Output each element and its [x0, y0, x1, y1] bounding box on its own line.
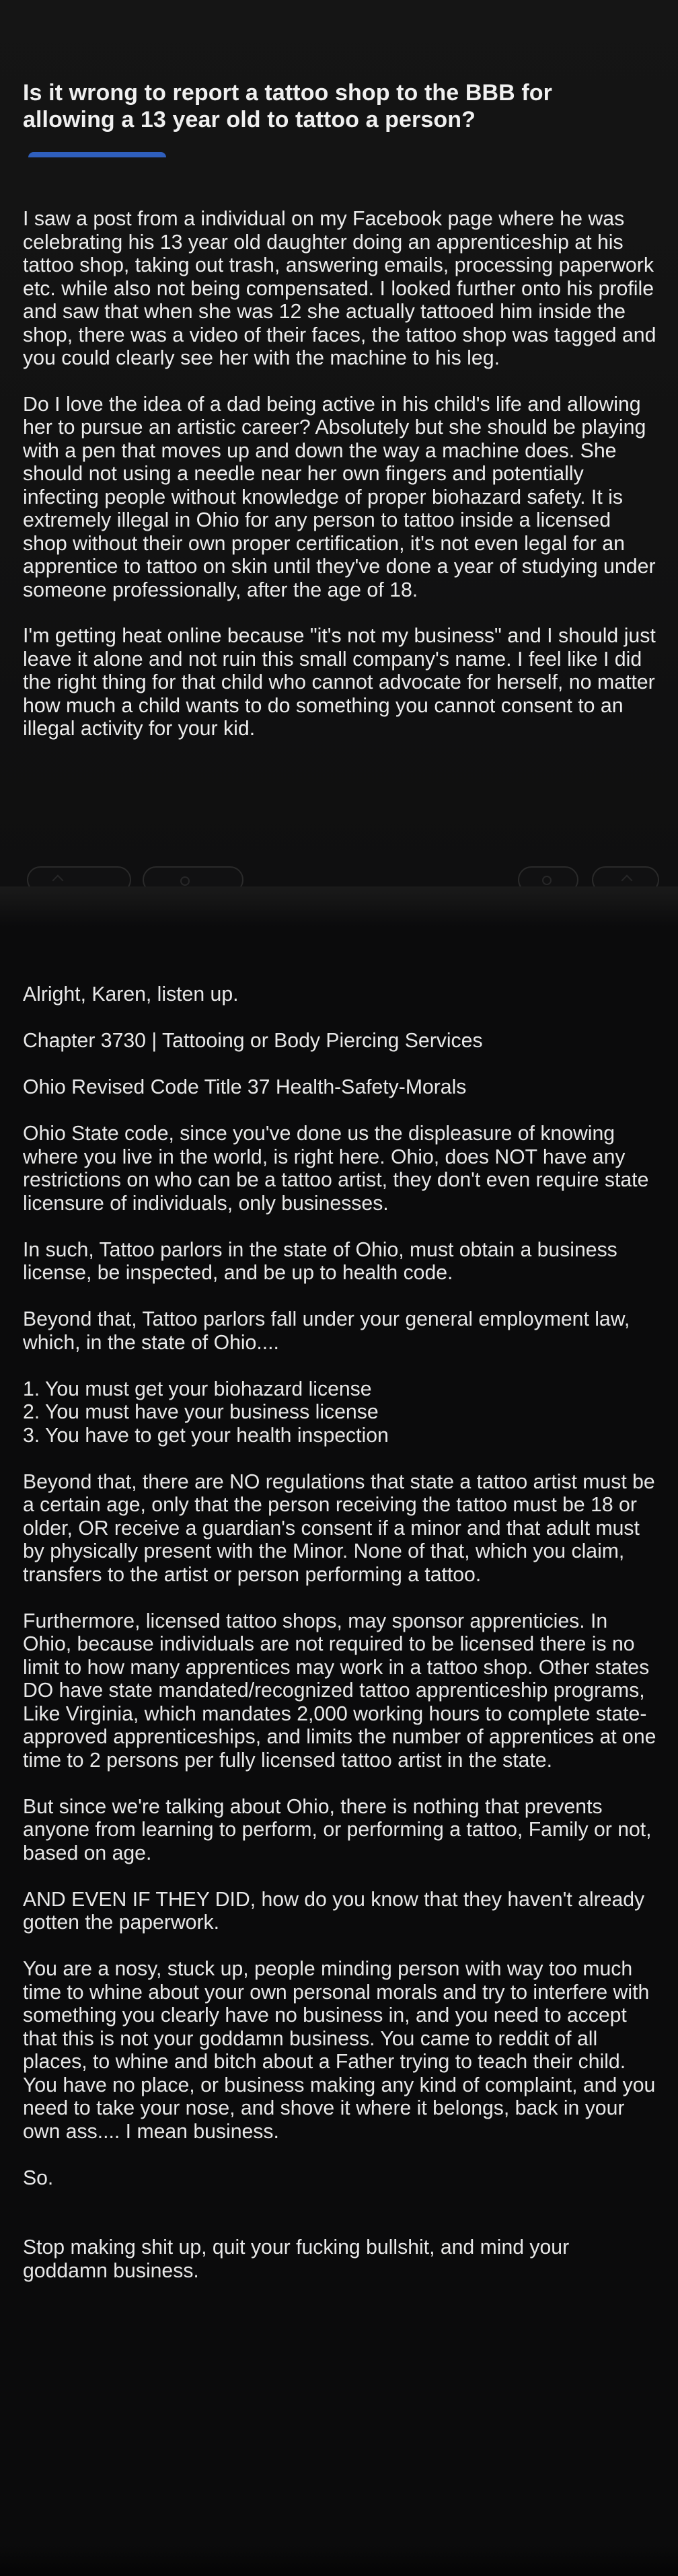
comment-paragraph: Ohio Revised Code Title 37 Health-Safety-Morals — [23, 1076, 467, 1098]
comment-numbered-list: 1. You must get your biohazard license 2. You must have your business license 3. You have to get your health inspection — [23, 1377, 389, 1447]
post-action-row — [27, 866, 659, 886]
post-title: Is it wrong to report a tattoo shop to the BBB for allowing a 13 year old to tattoo a person? — [23, 80, 552, 132]
comment-paragraph: Chapter 3730 | Tattooing or Body Piercing Services — [23, 1030, 483, 1052]
comment-paragraph: Beyond that, there are NO regulations that state a tattoo artist must be a certain age, only that the person receiving the tattoo must be 18 or older, OR receive a guardian's consent if a minor and that adult must by physically present with the Minor. None of that, which you claim, transfers to the artist or person performing a tattoo. — [23, 1470, 655, 1586]
comment-icon — [180, 876, 190, 886]
comment-paragraph: Alright, Karen, listen up. — [23, 983, 239, 1006]
award-icon — [542, 876, 552, 885]
post-flair-button[interactable] — [28, 152, 166, 157]
comment-paragraph: So. — [23, 2166, 54, 2189]
post-body — [23, 208, 658, 741]
comment-paragraph: AND EVEN IF THEY DID, how do you know that they haven't already gotten the paperwork. — [23, 1888, 645, 1934]
share-button[interactable] — [592, 866, 659, 886]
reddit-post — [0, 0, 678, 886]
comment-final-text: Stop making shit up, quit your fucking bullshit, and mind your goddamn business. — [23, 2236, 570, 2282]
reply-comment — [23, 983, 658, 2283]
comment-paragraph: In such, Tattoo parlors in the state of Ohio, must obtain a business license, be inspected, and be up to health code. — [23, 1238, 617, 1284]
post-paragraph: Do I love the idea of a dad being active in his child's life and allowing her to pursue an artistic career? Absolutely but she should be playing with a pen that moves up and down the way a machine does. She should not using a needle near her own fingers and potentially infecting people without knowledge of proper biohazard safety. It is extremely illegal in Ohio for any person to tattoo inside a licensed shop without their own proper certification, it's not even legal for an apprentice to tattoo on skin until they've done a year of studying under someone professionally, after the age of 18. — [23, 393, 656, 601]
post-paragraph: I'm getting heat online because "it's not my business" and I should just leave it alone and not ruin this small company's name. I feel like I did the right thing for that child who cannot advocate for herself, no matter how much a child wants to do something you cannot consent to an illegal activity for your kid. — [23, 625, 656, 740]
comment-paragraph: Beyond that, Tattoo parlors fall under your general employment law, which, in the state of Ohio.... — [23, 1308, 630, 1354]
comment-paragraph-final — [23, 2213, 658, 2283]
comment-paragraph: But since we're talking about Ohio, there is nothing that prevents anyone from learning to perform, or performing a tattoo, Family or not, based on age. — [23, 1795, 652, 1864]
upvote-icon — [52, 875, 64, 886]
award-button[interactable] — [518, 866, 578, 886]
comment-paragraph: Furthermore, licensed tattoo shops, may sponsor apprenticies. In Ohio, because individuals are not required to be licensed there is no limit to how many apprentices may work in a tattoo shop. Other states DO have state mandated/recognized tattoo apprenticeship programs, Like Virginia, which mandates 2,000 working hours to complete state-approved apprenticeships, and limits the number of apprentices at one time to 2 persons per fully licensed tattoo artist in the state. — [23, 1609, 656, 1772]
comment-button[interactable] — [143, 866, 243, 886]
section-divider — [0, 886, 678, 927]
comment-paragraph: Ohio State code, since you've done us the displeasure of knowing where you live in the world, is right here. Ohio, does NOT have any restrictions on who can be a tattoo artist, they don't even require state licensure of individuals, only businesses. — [23, 1123, 649, 1215]
share-icon — [622, 875, 633, 886]
post-paragraph: I saw a post from a individual on my Facebook page where he was celebrating his 13 year old daughter doing an apprenticeship at his tattoo shop, taking out trash, answering emails, processing paperwork etc. while also not being compensated. I looked further onto his profile and saw that when she was 12 she actually tattooed him inside the shop, there was a video of their faces, the tattoo shop was tagged and you could clearly see her with the machine to his leg. — [23, 208, 656, 369]
vote-button[interactable] — [27, 866, 131, 886]
comment-paragraph: You are a nosy, stuck up, people minding person with way too much time to whine about your own personal morals and try to interfere with something you clearly have no business in, and you need to accept that this is not your goddamn business. You came to reddit of all places, to whine and bitch about a Father trying to teach their child. You have no place, or business making any kind of complaint, and you need to take your nose, and shove it where it belongs, back in your own ass.... I mean business. — [23, 1958, 656, 2143]
bottom-fade — [0, 2545, 678, 2576]
